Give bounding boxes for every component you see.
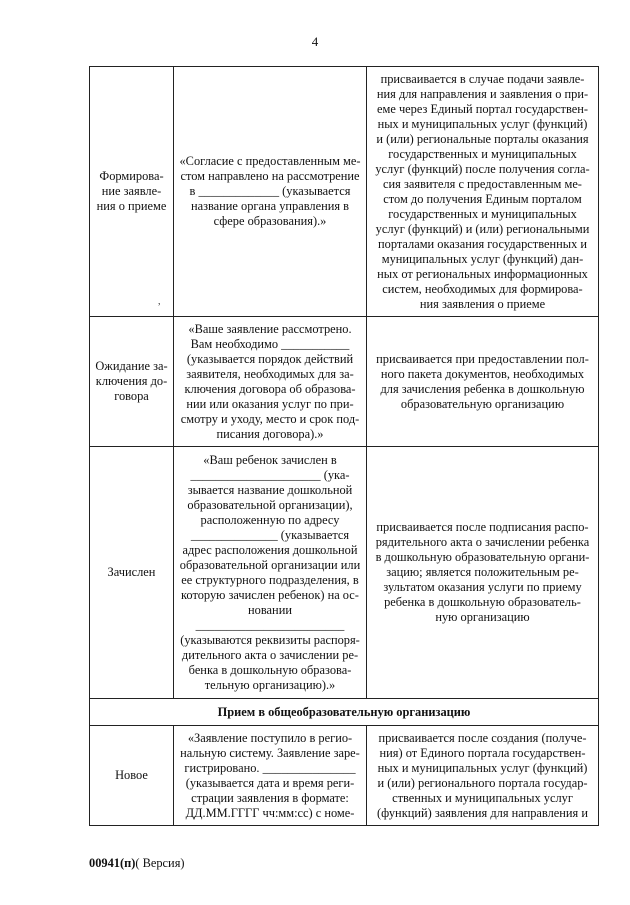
table-row bbox=[90, 67, 599, 317]
text-line: ную организацию bbox=[435, 610, 530, 624]
text-line: Вам необходимо ___________ bbox=[190, 336, 350, 351]
status-cell bbox=[90, 447, 174, 699]
text-line: ния) от Единого портала государствен- bbox=[379, 745, 586, 760]
text-line: (функций) заявления для направления и bbox=[377, 805, 588, 820]
text-line: присваивается после создания (получе- bbox=[378, 730, 587, 745]
text-line: Зачислен bbox=[107, 565, 156, 579]
condition-cell bbox=[367, 447, 599, 699]
message-cell bbox=[174, 447, 367, 699]
table-row bbox=[90, 447, 599, 699]
text-line: систем, необходимых для формирова- bbox=[382, 281, 583, 296]
text-line: и (или) региональные порталы оказания bbox=[376, 131, 589, 146]
status-cell bbox=[90, 726, 174, 826]
text-line: дительного акта о зачислении ре- bbox=[181, 647, 359, 662]
text-line: зацию; является положительным ре- bbox=[386, 565, 579, 579]
text-line: «Ваше заявление рассмотрено. bbox=[188, 321, 352, 336]
footer-code: 00941(п) bbox=[89, 856, 136, 870]
condition-cell bbox=[367, 726, 599, 826]
text-line: название органа управления в bbox=[190, 199, 350, 213]
text-line: ных и муниципальных услуг (функций) bbox=[377, 760, 588, 775]
text-line: образовательной организации или bbox=[179, 557, 361, 572]
text-line: присваивается в случае подачи заявле- bbox=[380, 71, 585, 86]
condition-cell bbox=[367, 317, 599, 447]
text-line: стом до получения Единым порталом bbox=[383, 191, 582, 206]
text-line: услуг (функций) и (или) региональными bbox=[375, 221, 590, 236]
text-line: ______________ (указывается bbox=[190, 527, 350, 542]
text-line: ДД.ММ.ГГГГ чч:мм:сс) с номе- bbox=[185, 805, 355, 820]
text-line: ния о приеме bbox=[96, 199, 167, 213]
text-line: Формирова- bbox=[99, 169, 164, 183]
text-line: (указываются реквизиты распоря- bbox=[180, 632, 360, 647]
text-line: зывается название дошкольной bbox=[187, 482, 353, 497]
text-line: ________________________ bbox=[195, 617, 345, 632]
table-row bbox=[90, 699, 599, 726]
page-number: 4 bbox=[311, 34, 319, 49]
text-line: (указывается порядок действий bbox=[186, 351, 354, 366]
text-line: смотру и уходу, место и срок под- bbox=[180, 411, 360, 426]
message-cell bbox=[174, 317, 367, 447]
text-line: рядительного акта о зачислении ребенка bbox=[375, 535, 590, 549]
status-cell bbox=[90, 67, 174, 317]
text-line: страции заявления в формате: bbox=[191, 790, 349, 805]
text-line: заявителя, необходимых для за- bbox=[186, 366, 354, 381]
section-header: Прием в общеобразовательную организацию bbox=[90, 699, 599, 726]
text-line: (указывается дата и время реги- bbox=[185, 775, 355, 790]
text-line: «Ваш ребенок зачислен в bbox=[203, 452, 337, 467]
text-line: адрес расположения дошкольной bbox=[182, 542, 358, 557]
text-line: государственных и муниципальных bbox=[388, 206, 577, 221]
text-line: и (или) регионального портала государ- bbox=[377, 775, 588, 790]
text-line: ее структурного подразделения, в bbox=[181, 572, 359, 587]
text-line: ние заявле- bbox=[101, 184, 162, 198]
text-line: зультатом оказания услуги по приему bbox=[383, 580, 582, 594]
text-line: тельную организацию).» bbox=[204, 677, 336, 692]
text-line: «Согласие с предоставленным ме- bbox=[179, 154, 361, 168]
text-line: гистрировано. _______________ bbox=[184, 760, 356, 775]
text-line: муниципальных услуг (функций) дан- bbox=[381, 251, 584, 266]
text-line: расположенную по адресу bbox=[200, 512, 340, 527]
text-line: присваивается при предоставлении пол- bbox=[376, 351, 589, 366]
text-line: говора bbox=[114, 389, 149, 403]
footer-label: ( Версия) bbox=[135, 856, 185, 870]
text-line: еме через Единый портал государствен- bbox=[377, 101, 588, 116]
text-line: _____________________ (ука- bbox=[190, 467, 350, 482]
table-row bbox=[90, 317, 599, 447]
text-line: для зачисления ребенка в дошкольную bbox=[380, 381, 585, 396]
text-line: ного пакета документов, необходимых bbox=[380, 366, 585, 381]
text-line: государственных и муниципальных bbox=[388, 146, 577, 161]
text-line: в дошкольную образовательную органи- bbox=[375, 550, 590, 564]
status-table bbox=[89, 66, 599, 826]
text-line: услуг (функций) после получения согла- bbox=[375, 161, 590, 176]
text-line: образовательную организацию bbox=[400, 396, 565, 411]
text-line: порталами оказания государственных и bbox=[378, 236, 587, 251]
text-line: ния для направления и заявления о при- bbox=[376, 86, 589, 101]
text-line: ребенка в дошкольную образователь- bbox=[384, 595, 581, 609]
text-line: ных от региональных информационных bbox=[377, 266, 588, 281]
text-line: сия заявителя с предоставленным ме- bbox=[383, 176, 582, 191]
text-line: ния заявления о приеме bbox=[419, 296, 546, 311]
message-cell bbox=[174, 726, 367, 826]
table-row bbox=[90, 726, 599, 826]
text-line: в _____________ (указывается bbox=[189, 184, 351, 198]
text-line: ных и муниципальных услуг (функций) bbox=[377, 116, 588, 131]
text-line: новании bbox=[248, 602, 292, 617]
text-line: бенка в дошкольную образова- bbox=[188, 662, 352, 677]
text-line: которую зачислен ребенок) на ос- bbox=[181, 587, 359, 602]
text-line: Новое bbox=[115, 768, 148, 782]
text-line: ственных и муниципальных услуг bbox=[392, 790, 573, 805]
footer bbox=[89, 856, 185, 871]
condition-cell bbox=[367, 67, 599, 317]
text-line: нальную систему. Заявление заре- bbox=[180, 745, 360, 760]
text-line: «Заявление поступило в регио- bbox=[187, 730, 353, 745]
status-cell bbox=[90, 317, 174, 447]
text-line: образовательной организации), bbox=[187, 497, 353, 512]
text-line: сфере образования).» bbox=[213, 214, 327, 228]
text-line: писания договора).» bbox=[216, 426, 324, 441]
text-line: стом направлено на рассмотрение bbox=[180, 169, 360, 183]
text-line: присваивается после подписания распо- bbox=[376, 520, 589, 534]
text-line: нии или оказания услуг по при- bbox=[186, 396, 354, 411]
text-line: Ожидание за- bbox=[95, 359, 168, 373]
stray-mark: , bbox=[158, 296, 161, 307]
text-line: ключения до- bbox=[95, 374, 168, 388]
message-cell bbox=[174, 67, 367, 317]
text-line: ключения договора об образова- bbox=[184, 381, 356, 396]
